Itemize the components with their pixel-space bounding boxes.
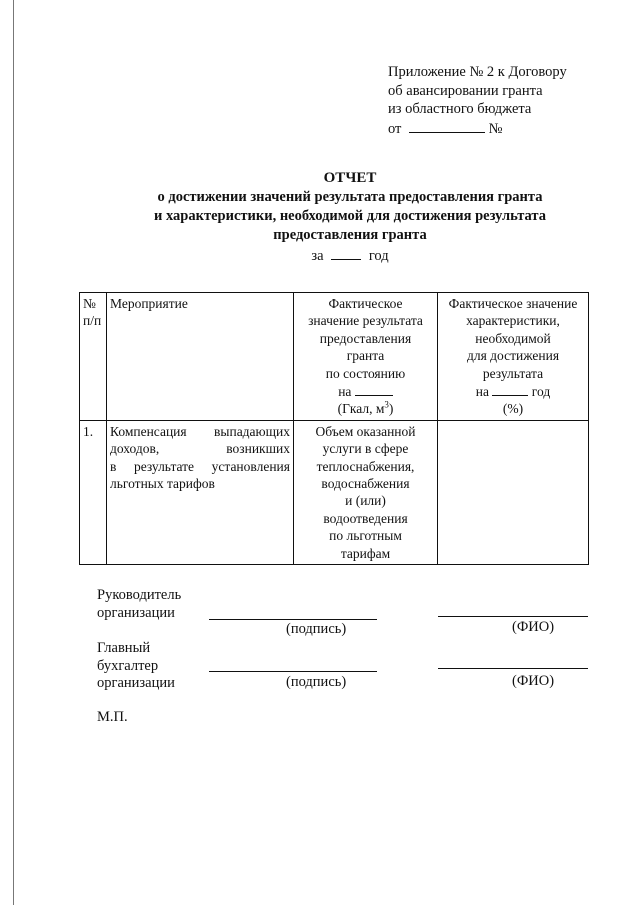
header-fact-characteristic: Фактическое значение характеристики, необходимой для достижения результата на год (%) bbox=[438, 293, 589, 421]
year-suffix: год bbox=[368, 248, 389, 264]
table-header-row bbox=[80, 293, 589, 421]
appendix-line: из областного бюджета bbox=[388, 101, 532, 117]
table-row bbox=[80, 420, 589, 564]
unit-label: (Гкал, $м^3$) bbox=[337, 399, 394, 417]
accountant-sign-caption: (подпись) bbox=[286, 674, 347, 690]
report-title bbox=[60, 168, 640, 266]
appendix-line: об авансировании гранта bbox=[388, 82, 543, 99]
accountant-label: Главный бухгалтер организации bbox=[97, 640, 175, 692]
head-signature-line bbox=[209, 619, 377, 620]
head-name-caption: (ФИО) bbox=[512, 619, 555, 635]
title-line: о достижении значений результата предоставления гранта bbox=[157, 189, 543, 205]
accountant-name-caption: (ФИО) bbox=[512, 673, 555, 689]
head-label: Руководитель организации bbox=[97, 587, 182, 621]
title-line: предоставления гранта bbox=[273, 227, 427, 243]
title-line: и характеристики, необходимой для достижения результата bbox=[154, 208, 546, 224]
header-num: № п/п bbox=[80, 293, 107, 421]
appendix-line: Приложение № 2 к Договору bbox=[388, 64, 567, 80]
appendix-date-line bbox=[388, 119, 567, 139]
appendix-date-prefix: от bbox=[388, 120, 402, 137]
row-activity: Компенсация выпадающих доходов, возникших в результате установления льготных тарифов bbox=[107, 420, 294, 564]
year-prefix: за bbox=[311, 248, 324, 264]
year-blank bbox=[331, 246, 361, 260]
header-activity: Мероприятие bbox=[107, 293, 294, 421]
row-result: Объем оказанной услуги в сфере теплоснабжения, водоснабжения и (или) водоотведения по льготным тарифам bbox=[294, 420, 438, 564]
stamp-label: М.П. bbox=[97, 709, 128, 725]
accountant-name-line bbox=[438, 668, 588, 669]
head-sign-caption: (подпись) bbox=[286, 621, 347, 637]
appendix-number-sign: № bbox=[488, 120, 503, 137]
row-num: 1. bbox=[80, 420, 107, 564]
page-edge-line bbox=[13, 0, 14, 905]
row-characteristic bbox=[438, 420, 589, 564]
report-year-line bbox=[60, 246, 640, 266]
date-blank bbox=[409, 119, 485, 133]
accountant-signature-line bbox=[209, 671, 377, 672]
page-title: ОТЧЕТ bbox=[323, 170, 377, 186]
report-table bbox=[79, 292, 589, 565]
header-fact-result: Фактическое значение результата предоставления гранта по состоянию на (Гкал, $м^3$) bbox=[294, 293, 438, 421]
date-blank bbox=[355, 382, 393, 396]
appendix-header bbox=[388, 63, 567, 138]
year-blank bbox=[492, 382, 528, 396]
head-name-line bbox=[438, 616, 588, 617]
